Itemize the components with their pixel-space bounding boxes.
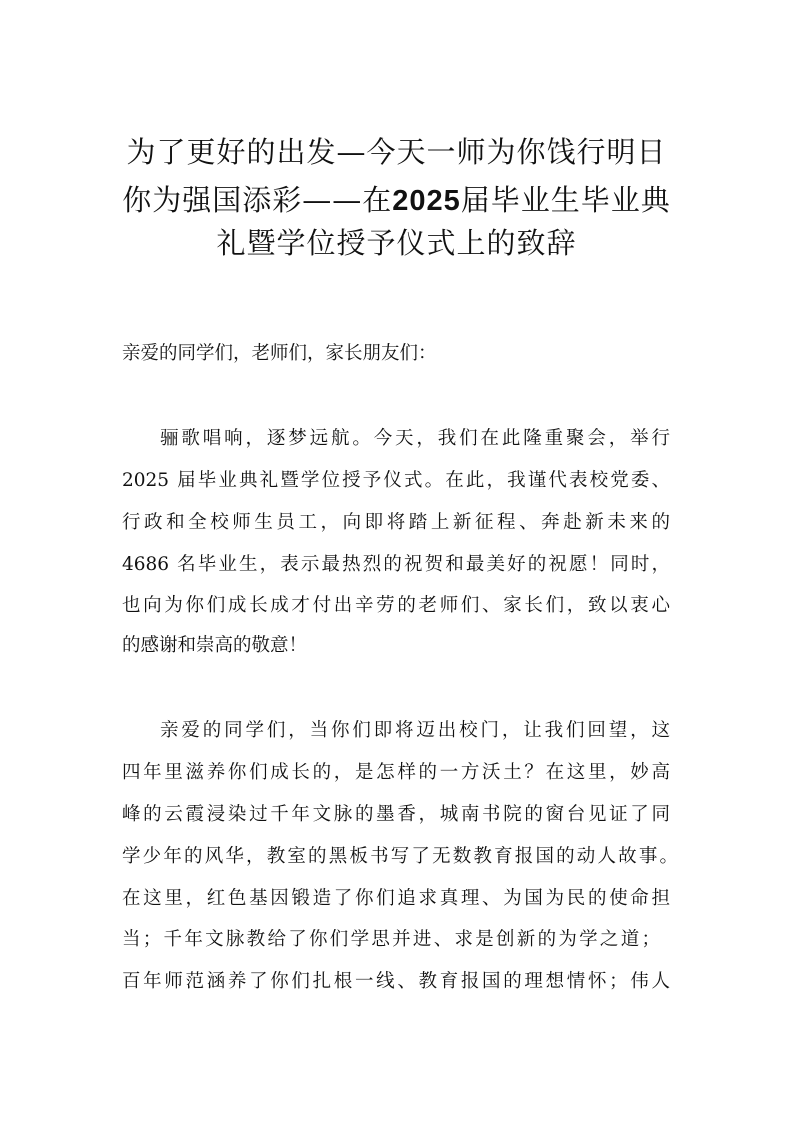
title-line-2-post: 届毕业生毕业典 <box>460 183 671 217</box>
text-line: 2025 届毕业典礼暨学位授予仪式。在此，我谨代表校党委、 <box>122 470 670 491</box>
text-line: 峰的云霞浸染过千年文脉的墨香，城南书院的窗台见证了同 <box>122 804 670 825</box>
text-line: 百年师范涵养了你们扎根一线、教育报国的理想情怀；伟人 <box>122 971 670 992</box>
title-line-1: 为了更好的出发—今天一师为你饯行明日 <box>126 135 667 169</box>
text-line: 当；千年文脉教给了你们学思并进、求是创新的为学之道； <box>122 929 660 950</box>
greeting: 亲爱的同学们，老师们，家长朋友们： <box>122 343 437 364</box>
text-line: 四年里滋养你们成长的，是怎样的一方沃土？在这里，妙高 <box>122 762 670 783</box>
text-line: 骊歌唱响，逐梦远航。今天，我们在此隆重聚会，举行 <box>160 428 670 449</box>
text-line: 也向为你们成长成才付出辛劳的老师们、家长们，致以衷心 <box>122 595 670 616</box>
title-year: 2025 <box>392 185 461 217</box>
text-line: 在这里，红色基因锻造了你们追求真理、为国为民的使命担 <box>122 888 670 909</box>
title-line-2-pre: 你为强国添彩——在 <box>122 183 393 217</box>
text-line: 的感谢和崇高的敬意！ <box>122 635 308 656</box>
text-line: 4686 名毕业生，表示最热烈的祝贺和最美好的祝愿！同时， <box>122 554 670 575</box>
text-line: 亲爱的同学们，当你们即将迈出校门，让我们回望，这 <box>160 720 670 741</box>
text-line: 学少年的风华，教室的黑板书写了无数教育报国的动人故事。 <box>122 846 678 867</box>
title-line-3: 礼暨学位授予仪式上的致辞 <box>216 226 577 260</box>
title-line-2 <box>0 183 793 218</box>
text-line: 行政和全校师生员工，向即将踏上新征程、奔赴新未来的 <box>122 512 670 533</box>
